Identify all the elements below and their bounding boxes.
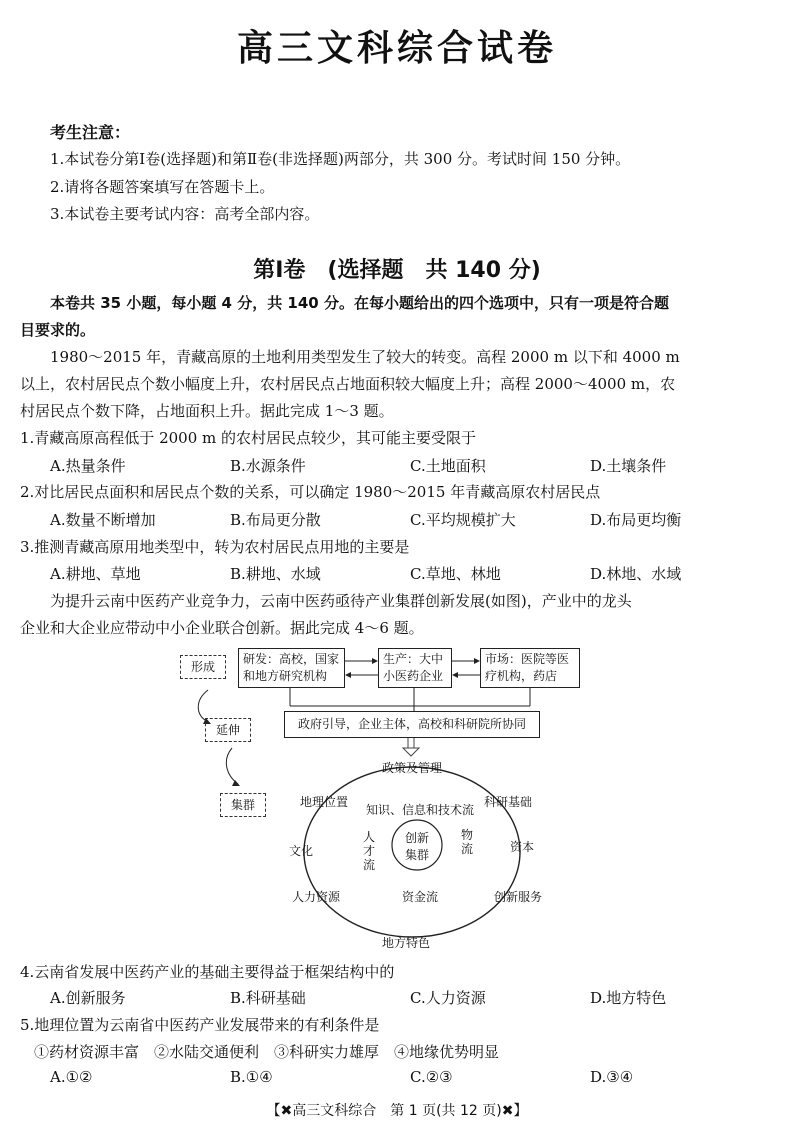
question-4-option-a: A.创新服务 xyxy=(50,989,126,1007)
label-human-resources: 人力资源 xyxy=(292,890,341,904)
production-box xyxy=(378,648,452,688)
question-4-option-b: B.科研基础 xyxy=(230,989,306,1007)
notice-item-3: 3.本试卷主要考试内容：高考全部内容。 xyxy=(50,205,320,223)
label-center-line1: 创新 xyxy=(405,831,430,845)
label-geo-location: 地理位置 xyxy=(300,795,349,809)
market-box-line1: 市场：医院等医 xyxy=(485,652,570,666)
label-talent-flow: 人才流 xyxy=(362,830,375,872)
label-center-line2: 集群 xyxy=(405,848,430,862)
question-3-stem: 3.推测青藏高原用地类型中，转为农村居民点用地的主要是 xyxy=(20,538,410,556)
question-3-option-b: B.耕地、水域 xyxy=(230,565,321,583)
government-box: 政府引导，企业主体，高校和科研院所协同 xyxy=(284,711,540,738)
question-1-option-a: A.热量条件 xyxy=(50,457,126,475)
exam-title: 高三文科综合试卷 xyxy=(236,28,557,69)
material2-line2: 企业和大企业应带动中小企业联合创新。据此完成 4～6 题。 xyxy=(20,619,424,637)
notice-item-2: 2.请将各题答案填写在答题卡上。 xyxy=(50,178,275,196)
question-4-stem: 4.云南省发展中医药产业的基础主要得益于框架结构中的 xyxy=(20,963,395,981)
material1-line3: 村居民点个数下降，占地面积上升。据此完成 1～3 题。 xyxy=(20,402,394,420)
stage-form-label: 形成 xyxy=(180,655,226,679)
material2-line1: 为提升云南中医药产业竞争力，云南中医药亟待产业集群创新发展(如图)，产业中的龙头 xyxy=(50,592,632,610)
label-material-flow: 物流 xyxy=(460,828,473,856)
label-capital: 资本 xyxy=(510,840,535,854)
question-1-option-b: B.水源条件 xyxy=(230,457,306,475)
question-1-stem: 1.青藏高原高程低于 2000 m 的农村居民点较少，其可能主要受限于 xyxy=(20,429,477,447)
label-research-base: 科研基础 xyxy=(484,795,533,809)
question-4-option-d: D.地方特色 xyxy=(590,989,667,1007)
question-1-option-c: C.土地面积 xyxy=(410,457,486,475)
notice-heading: 考生注意： xyxy=(50,123,131,142)
production-box-line1: 生产：大中 xyxy=(383,652,444,666)
question-2-option-c: C.平均规模扩大 xyxy=(410,511,516,529)
page-footer: 【✖高三文科综合 第 1 页(共 12 页)✖】 xyxy=(266,1103,528,1119)
label-policy: 政策及管理 xyxy=(382,761,443,775)
rd-box xyxy=(238,648,345,688)
question-1-option-d: D.土壤条件 xyxy=(590,457,667,475)
label-fund-flow: 资金流 xyxy=(402,890,439,904)
label-culture: 文化 xyxy=(289,844,314,858)
section-intro-line2: 目要求的。 xyxy=(20,321,96,339)
production-box-line2: 小医药企业 xyxy=(383,669,444,683)
label-knowledge-flow: 知识、信息和技术流 xyxy=(366,803,475,817)
question-5-option-b: B.①④ xyxy=(230,1068,273,1086)
question-2-option-d: D.布局更均衡 xyxy=(590,511,682,529)
material1-line1: 1980～2015 年，青藏高原的土地利用类型发生了较大的转变。高程 2000 m 以下和 4000 m xyxy=(50,348,680,366)
question-3-option-d: D.林地、水域 xyxy=(590,565,682,583)
notice-item-1: 1.本试卷分第Ⅰ卷(选择题)和第Ⅱ卷(非选择题)两部分，共 300 分。考试时间 150 分钟。 xyxy=(50,150,631,168)
label-local-feature: 地方特色 xyxy=(382,936,431,950)
section-title: 第Ⅰ卷 (选择题 共 140 分) xyxy=(253,258,541,283)
market-box xyxy=(480,648,580,688)
rd-box-line2: 和地方研究机构 xyxy=(243,669,328,683)
question-2-option-b: B.布局更分散 xyxy=(230,511,321,529)
question-3-option-c: C.草地、林地 xyxy=(410,565,501,583)
question-5-stem: 5.地理位置为云南省中医药产业发展带来的有利条件是 xyxy=(20,1016,380,1034)
stage-extend-label: 延伸 xyxy=(205,718,251,742)
question-5-option-d: D.③④ xyxy=(590,1068,634,1086)
stage-cluster-label: 集群 xyxy=(220,793,266,817)
question-5-statements: ①药材资源丰富 ②水陆交通便利 ③科研实力雄厚 ④地缘优势明显 xyxy=(34,1043,500,1061)
section-intro-line1: 本卷共 35 小题，每小题 4 分，共 140 分。在每小题给出的四个选项中，只有一项是符合题 xyxy=(50,294,669,312)
label-innovation-service: 创新服务 xyxy=(494,890,543,904)
market-box-line2: 疗机构，药店 xyxy=(485,669,558,683)
material1-line2: 以上，农村居民点个数小幅度上升，农村居民点占地面积较大幅度上升；高程 2000～4000 m，农 xyxy=(20,375,676,393)
rd-box-line1: 研发：高校，国家 xyxy=(243,652,340,666)
question-2-option-a: A.数量不断增加 xyxy=(50,511,156,529)
question-2-stem: 2.对比居民点面积和居民点个数的关系，可以确定 1980～2015 年青藏高原农村居民点 xyxy=(20,483,601,501)
question-5-option-a: A.①② xyxy=(50,1068,93,1086)
question-3-option-a: A.耕地、草地 xyxy=(50,565,141,583)
question-4-option-c: C.人力资源 xyxy=(410,989,486,1007)
question-5-option-c: C.②③ xyxy=(410,1068,453,1086)
